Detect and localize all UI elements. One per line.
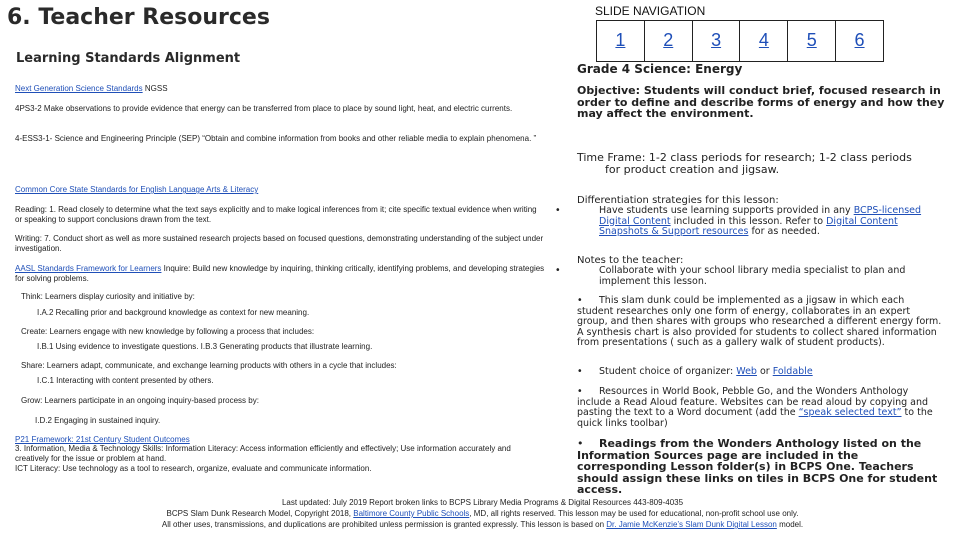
footer-line3-pre: All other uses, transmissions, and duplications are prohibited unless permission is granted expressly. This lesson is based on: [161, 520, 607, 529]
footer: [0, 497, 965, 530]
aasl-text: Inquire: Build new knowledge by inquiring, thinking critically, identifying problems, and developing strategies for solving problems.: [15, 264, 545, 283]
p21-line1: 3. Information, Media & Technology Skills: Information Literacy: Access information efficiently and effectively; Use information accurately and creatively for the issue or problem at hand.: [15, 444, 511, 463]
aasl-link[interactable]: AASL Standards Framework for Learners: [15, 264, 162, 273]
note-4-pre: Resources in World Book, Pebble Go, and the Wonders Anthology include a Read Aloud feature. Websites can be read aloud by copying and pasting the text to a Word document (add the: [577, 386, 929, 418]
digital-content-link[interactable]: BCPS-licensed Digital Content: [599, 205, 922, 227]
note-4: • Resources in World Book, Pebble Go, and the Wonders Anthology include a Read Aloud feature. Websites can be read aloud by copying and pasting the text to a Word document (add the “speak selected text” to the quick links toolbar): [577, 386, 933, 429]
note-2: • This slam dunk could be implemented as a jigsaw in which each student researches only one form of energy, collaborates in an expert group, and then shares with groups who researched a different energy form. A synthesis chart is also provided for students to collect shared information from presentations ( such as a gallery walk of student products).: [577, 295, 942, 348]
ccss-link[interactable]: [15, 185, 555, 195]
think-text: Think: Learners display curiosity and initiative by:: [21, 292, 195, 301]
ngss-link[interactable]: Next Generation Science Standards: [15, 84, 143, 93]
p21-link-text[interactable]: P21 Framework: 21st Century Student Outcomes: [15, 435, 190, 444]
diff-item: • Have students use learning supports provided in any BCPS-licensed Digital Content included in this lesson. Refer to Digital Content Snapshots & Support resources for as needed.: [555, 205, 922, 237]
support-resources-link[interactable]: Digital Content Snapshots & Support resources: [599, 215, 898, 237]
slide-link-1[interactable]: 1: [597, 21, 645, 61]
note-5: • Readings from the Wonders Anthology listed on the Information Sources page are included in the corresponding Lesson folder(s) in BCPS One. Teachers should assign these links on tiles in BCPS One for student access.: [577, 437, 938, 496]
speak-selected-text-link[interactable]: “speak selected text”: [798, 407, 902, 418]
grow-text: Grow: Learners participate in an ongoing inquiry-based process by:: [21, 396, 259, 405]
note-1-text: Collaborate with your school library media specialist to plan and implement this lesson.: [599, 265, 906, 287]
ps-standard: 4PS3-2 Make observations to provide evidence that energy can be transferred from place to place by sound light, heat, and electric currents.: [15, 104, 513, 113]
time-frame-line2: for product creation and jigsaw.: [605, 163, 780, 176]
reading-standard: Reading: 1. Read closely to determine what the text says explicitly and to make logical inferences from it; cite specific textual evidence when writing or speaking to support conclusions drawn from the text.: [15, 205, 537, 224]
slide-link-6[interactable]: 6: [854, 30, 865, 50]
bcps-link[interactable]: Baltimore County Public Schools: [353, 509, 470, 518]
share-text: Share: Learners adapt, communicate, and exchange learning products with others in a cycle that includes:: [21, 361, 397, 370]
slide-navigation-label: SLIDE NAVIGATION: [595, 4, 706, 18]
slide-link-5[interactable]: 5: [788, 21, 836, 61]
grade-heading: Grade 4 Science: Energy: [577, 62, 743, 76]
page-title: 6. Teacher Resources: [7, 5, 270, 30]
note-2-text: This slam dunk could be implemented as a jigsaw in which each student researches only one form of energy, collaborates in an expert group, and then shares with groups who researched a different energy form. A synthesis chart is also provided for students to collect shared information from presentations ( such as a gallery walk of student products).: [577, 295, 942, 348]
diff-heading: Differentiation strategies for this lesson:: [577, 195, 779, 206]
note-5-text: Readings from the Wonders Anthology listed on the Information Sources page are included in the corresponding Lesson folder(s) in BCPS One. Teachers should assign these links on tiles in BCPS One for student access.: [577, 437, 938, 496]
notes-heading: Notes to the teacher:: [577, 255, 684, 266]
footer-line2: [0, 508, 965, 519]
footer-line3-post: model.: [776, 520, 804, 529]
slam-dunk-model-link[interactable]: Dr. Jamie McKenzie’s Slam Dunk Digital Lesson: [606, 520, 777, 529]
diff-post: for as needed.: [748, 226, 820, 237]
note-4-post: to the quick links toolbar): [577, 407, 933, 429]
grow-d2: I.D.2 Engaging in sustained inquiry.: [35, 416, 161, 425]
diff-mid: included in this lesson. Refer to: [670, 215, 827, 227]
web-organizer-link[interactable]: Web: [736, 366, 757, 377]
footer-line1: Last updated: July 2019 Report broken links to BCPS Library Media Programs & Digital Resources 443-809-4035: [281, 498, 684, 507]
objective: Objective: Students will conduct brief, focused research in order to define and describe forms of energy and how they may affect the environment.: [577, 84, 945, 120]
slide-link-2[interactable]: 2: [645, 21, 693, 61]
foldable-organizer-link[interactable]: Foldable: [772, 366, 813, 377]
slide-link-4[interactable]: 4: [740, 21, 788, 61]
diff-pre: Have students use learning supports provided in any: [599, 205, 854, 216]
note-3-mid: or: [756, 366, 773, 377]
time-frame: [577, 152, 957, 176]
share-c1: I.C.1 Interacting with content presented by others.: [37, 376, 214, 385]
footer-line3: [0, 519, 965, 530]
create-text: Create: Learners engage with new knowledge by following a process that includes:: [21, 327, 315, 336]
ngss-suffix: NGSS: [142, 84, 168, 93]
note-3: • Student choice of organizer: Web or Foldable: [577, 366, 813, 377]
ngss-line: [15, 84, 555, 94]
create-b: I.B.1 Using evidence to investigate questions. I.B.3 Generating products that illustrate learning.: [37, 342, 373, 351]
note-3-pre: Student choice of organizer:: [599, 366, 737, 377]
p21-line2: ICT Literacy: Use technology as a tool to research, organize, evaluate and communicate information.: [15, 464, 372, 473]
ess-standard: 4-ESS3-1- Science and Engineering Principle (SEP) “Obtain and combine information from books and other reliable media to explain phenomena. ”: [15, 134, 537, 143]
slide-link-3[interactable]: 3: [693, 21, 741, 61]
note-1: • Collaborate with your school library media specialist to plan and implement this lesson.: [555, 265, 906, 287]
writing-standard: Writing: 7. Conduct short as well as more sustained research projects based on focused questions, demonstrating understanding of the subject under investigation.: [15, 234, 544, 253]
think-a2: I.A.2 Recalling prior and background knowledge as context for new meaning.: [37, 308, 310, 317]
footer-line2-post: , MD, all rights reserved. This lesson may be used for educational, non-profit school use only.: [469, 509, 799, 518]
ccss-link-text[interactable]: Common Core State Standards for English Language Arts & Literacy: [15, 185, 259, 194]
page-subtitle: Learning Standards Alignment: [16, 51, 241, 66]
slide-navigation: [596, 20, 884, 62]
time-frame-line1: Time Frame: 1-2 class periods for research; 1-2 class periods: [577, 151, 912, 164]
aasl-line: [15, 264, 545, 284]
footer-line2-pre: BCPS Slam Dunk Research Model, Copyright 2018,: [166, 509, 354, 518]
